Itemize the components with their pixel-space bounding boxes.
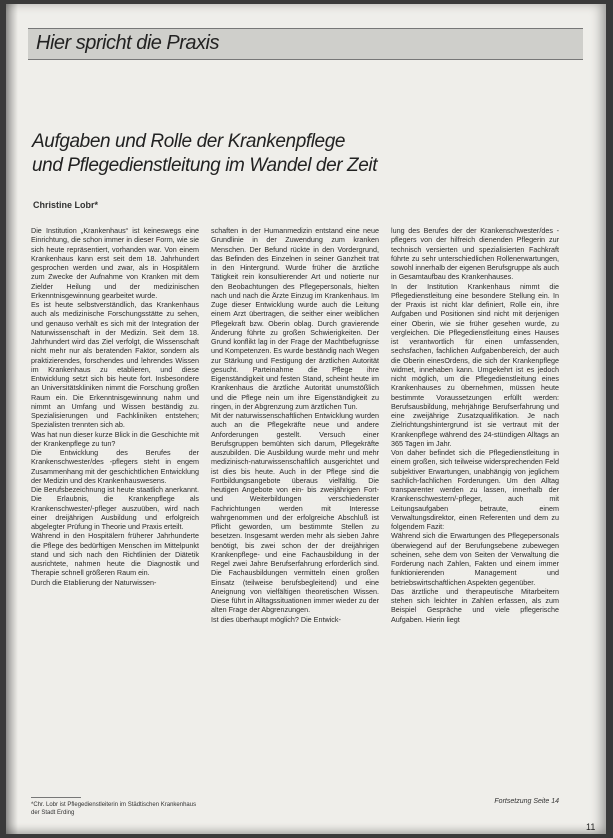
paragraph: Was hat nun dieser kurze Blick in die Geschichte mit der Krankenpflege zu tun? bbox=[31, 429, 199, 448]
continued-note: Fortsetzung Seite 14 bbox=[494, 798, 559, 805]
paragraph: Von daher befindet sich die Pflegedienstleitung in einem großen, sich teilweise widersprechenden Feld subjektiver Erwartungen, unabhängig von jeglichem sachlich-fachlichen Forderungen. Um den Alltag transparenter werden zu lassen, innerhalb der Krankenschwestern/-pfleger, auch mit Leitungsaufgaben betraute, einem Verwaltungsdirektor, einen Referenten und dem zu folgendem Fazit: bbox=[391, 448, 559, 531]
text-column-3 bbox=[391, 226, 559, 798]
paragraph: Es ist heute selbstverständlich, das Krankenhaus auch als medizinische Forschungsstätte zu sehen, und genauso verhält es sich mit der Integration der Naturwissenschaft in der Medizin. Seit dem 18. Jahrhundert wird das Ziel verfolgt, die Wissenschaft nicht mehr nur als beratenden Faktor, sondern als praktizierendes, forschendes und lehrendes Wissen im Krankenhaus zu etablieren, und diese Entwicklung setzt sich bis heute fort. Insbesondere an Universitätskliniken nimmt die Forschung großen Raum ein. Die Erkenntnisgewinnung nahm und nimmt an Umfang und Wissen beständig zu. Spezialisierungen und Fachkliniken entstehen; Spezialisten trennten sich ab. bbox=[31, 300, 199, 430]
article-title-line-1: Aufgaben und Rolle der Krankenpflege bbox=[32, 131, 346, 152]
document-page bbox=[6, 4, 606, 834]
article-title bbox=[32, 130, 552, 178]
paragraph: In der Institution Krankenhaus nimmt die Pflegedienstleitung eine besondere Stellung ein. In der Praxis ist nicht klar definiert, Rolle ein, ihre Aufgaben und Positionen sind nicht mit derjenigen einer Oberin, wie sie früher gesehen wurde, zu vergleichen. Die Pflegedienstleitung eines Hauses ist verantwortlich für einen umfassenden, sechsfachen, fachlichen Aufgabenbereich, der auch die Oberin einesOrdens, die sich der Krankenpflege widmet, innehaben kann. Umgekehrt ist es jedoch nicht möglich, um die Pflegedienstleitung eines Krankenhauses zu übernehmen, müssen heute bestimmte Voraussetzungen erfüllt werden: Berufsausbildung, mehrjährige Berufserfahrung und eine zweijährige Zusatzqualifikation. Je nach Zielrichtungshintergrund ist sie vertraut mit der Krankenpflege während des 24-stündigen Alltags an 365 Tagen im Jahr. bbox=[391, 281, 559, 448]
paragraph: Während sich die Erwartungen des Pflegepersonals überwiegend auf der Berufungsebene zubewegen scheinen, sehe dem von Seiten der Verwaltung die Forderung nach Zahlen, Fakten und einem immer funktionierenden Management und betriebswirtschaftlichen Aspekten gegenüber. bbox=[391, 531, 559, 587]
text-column-1 bbox=[31, 226, 199, 786]
gutter-shadow bbox=[6, 4, 18, 834]
section-banner bbox=[28, 28, 583, 60]
paragraph: Die Entwicklung des Berufes der Krankenschwester/des -pflegers steht in engem Zusammenhang mit der geschichtlichen Entwicklung der Medizin und des Krankenhauswesens. bbox=[31, 448, 199, 485]
section-label: Hier spricht die Praxis bbox=[36, 32, 220, 54]
paragraph: Durch die Etablierung der Naturwissen- bbox=[31, 577, 157, 587]
paragraph: Während in den Hospitälern früherer Jahrhunderte die Pflege des bedürftigen Menschen im Mittelpunkt stand und sich nach den Richtlinien der Diätetik ausrichtete, nahmen heute die Diagnostik und Therapie schnell größeren Raum ein. bbox=[31, 531, 199, 578]
paragraph: schaften in der Humanmedizin entstand eine neue Grundlinie in der Zuwendung zum kranken Menschen. Der Befund rückte in den Vordergrund, das Befinden des Einzelnen in seiner Ganzheit trat in den Hintergrund. Wurde früher die ärztliche Tätigkeit rein konsultierender Art und notierte nur den Beobachtungen des Pflegepersonals, hielten nach und nach die Ärzte Einzug im Krankenhaus. Im Zuge dieser Entwicklung wurde auch die Leitung einem Arzt übertragen, die seither einer weiblichen Pflegekraft bzw. Oberin oblag. Durch gravierende Änderung führte zu großen Schwierigkeiten. Der Grund konflikt lag in der Frage der Machtbefugnisse und Kompetenzen. Es wurde beständig nach Wegen zur Stärkung und Festigung der ärztlichen Autorität gesucht. Parteinahme die Pflege ihre Eigenständigkeit und festen Stand, scheint heute im Krankenhaus die ärztliche Autorität unumstößlich und die Pflege nein um ihre Eigenständigkeit zu ringen, in der Abgrenzung zum ärztlichen Tun. bbox=[211, 226, 379, 411]
footnote-divider bbox=[31, 797, 81, 798]
paragraph: Die Institution „Krankenhaus“ ist keineswegs eine Einrichtung, die schon immer in dieser Form, wie sie sich heute repräsentiert, vorhanden war. Von einem Krankenhaus kann erst seit dem 18. Jahrhundert gesprochen werden und zwar, als in Hospitälern zum Zwecke der Aufnahme von Kranken mit dem Zielder Heilung und der medizinischen Erkenntnisgewinnung gearbeitet wurde. bbox=[31, 226, 199, 300]
paragraph: lung des Berufes der der Krankenschwester/des -pflegers von der hilfreich dienenden Pflegerin zur technisch versierten und spezialisierten Fachkraft führte zu sehr unterschiedlichen Rollenerwartungen, sowohl innerhalb der eigenen Berufsgruppe als auch in Gesamtaufbau des Krankenhauses. bbox=[391, 226, 559, 282]
footnote: *Chr. Lobr ist Pflegedienstleiterin im Städtischen Krankenhaus der Stadt Erding bbox=[31, 802, 197, 816]
paragraph: Die Berufsbezeichnung ist heute staatlich anerkannt. Die Erlaubnis, die Krankenpflege als Krankenschwester/-pfleger auszuüben, wird nach einer dreijährigen Ausbildung und erfolgreich abgelegter Prüfung in Theorie und Praxis erteilt. bbox=[31, 485, 199, 531]
paragraph: Mit der naturwissenschaftlichen Entwicklung wurden auch an die Pflegekräfte neue und andere Anforderungen gestellt. Versuch einer Berufsgruppen bemühten sich darum, Pflegekräfte auszubilden. Die Ausbildung wurde mehr und mehr medizinisch-naturwissenschaftlich ausgerichtet und ist dies bis heute. Auch in der Pflege sind die Fortbildungsangebote überaus vielfältig. Die heutigen Angebote von ein- bis zweijährigen Fort- und Weiterbildungen verschiedenster Fachrichtungen werden mit Interesse wahrgenommen und der erfolgreiche Abschluß ist Pflicht geworden, um bestimmte Stellen zu besetzen. Insgesamt werden mehr als sieben Jahre benötigt, bis zwei schon der der dreijährigen Krankenpflege- und eine Fachausbildung in der Regel zwei Jahre Berufserfahrung erforderlich sind. Die Fachausbildungen vermitteln einen großen Einsatz (teilweise berufsbegleitend) und eine Aneignung von vielfältigen theoretischen Wissen. Diese führt in Alltagssituationen immer wieder zu der alten Frage der Abgrenzungen. bbox=[211, 411, 379, 615]
text-column-2 bbox=[211, 226, 379, 798]
article-author: Christine Lobr* bbox=[33, 200, 99, 210]
article-title-line-2: und Pflegedienstleitung im Wandel der Zeit bbox=[32, 155, 378, 176]
paragraph: Ist dies überhaupt möglich? Die Entwick- bbox=[211, 614, 341, 624]
page-number: 11 bbox=[586, 822, 596, 832]
paragraph: Das ärztliche und therapeutische Mitarbeitern stehen sich leichter in Zahlen erfassen, als zum Beispiel Gespräche und viele pflegerische Aufgaben. Hierin liegt bbox=[391, 586, 559, 624]
